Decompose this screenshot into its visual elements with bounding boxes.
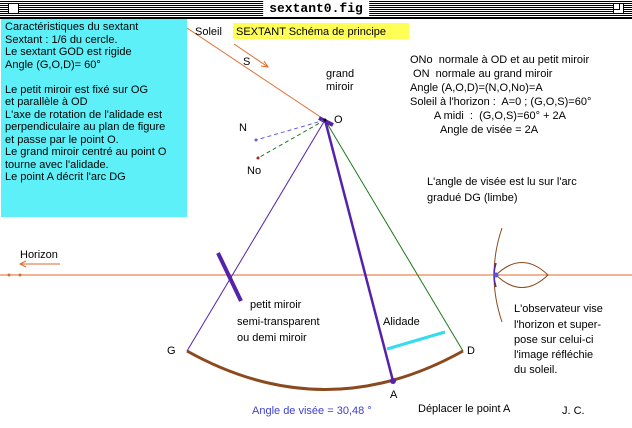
- horizon-point-left[interactable]: [8, 274, 11, 277]
- title-bar[interactable]: [0, 0, 632, 19]
- angle-note-1: L'angle de visée est lu sur l'arc: [427, 176, 577, 188]
- info-line: L'axe de rotation de l'alidade est: [5, 108, 163, 121]
- info-line: tourne avec l'alidade.: [5, 158, 109, 171]
- point-A[interactable]: [390, 378, 396, 384]
- move-hint: Déplacer le point A: [418, 403, 511, 415]
- author: J. C.: [562, 405, 585, 417]
- label-alidade: Alidade: [383, 316, 420, 328]
- label-petit-miroir-1: petit miroir: [250, 299, 302, 311]
- eye-pupil: [494, 273, 499, 278]
- limb-arc: [187, 351, 463, 390]
- close-box[interactable]: [8, 3, 19, 14]
- label-A: A: [390, 389, 398, 401]
- normal-No: [258, 120, 325, 158]
- sun-label: Soleil: [195, 26, 222, 38]
- alidade-scale: [387, 332, 445, 349]
- info-text: [5, 21, 187, 184]
- zoom-box[interactable]: [613, 3, 624, 14]
- label-S: S: [243, 56, 251, 68]
- sun-ray-arrowhead: [261, 61, 268, 67]
- info-line: Caractéristiques du sextant: [5, 21, 139, 33]
- info-line: Angle (G,O,D)= 60°: [5, 58, 101, 71]
- label-petit-miroir-2: semi-transparent: [237, 316, 320, 328]
- label-grand-miroir-1: grand: [326, 68, 355, 80]
- horizon-point-left2[interactable]: [19, 274, 22, 277]
- label-petit-miroir-3: ou demi miroir: [237, 332, 307, 344]
- right-info-line: A midi : (G,O,S)=60° + 2A: [410, 110, 567, 122]
- right-info: [410, 53, 591, 137]
- info-line: et parallèle à OD: [5, 96, 88, 108]
- right-info-line: ON normale au grand miroir: [410, 68, 553, 80]
- info-line: Le petit miroir est fixé sur OG: [5, 83, 149, 96]
- label-O: O: [334, 114, 343, 126]
- info-line: Sextant : 1/6 du cercle.: [5, 33, 118, 46]
- info-line: Le sextant GOD est rigide: [5, 46, 132, 58]
- sun-ray-arrow: [234, 44, 268, 67]
- right-info-line: Soleil à l'horizon : A=0 ; (G,O,S)=60°: [410, 96, 592, 108]
- right-info-line: Angle de visée = 2A: [410, 124, 539, 136]
- info-line: et passe par le point O.: [5, 133, 119, 146]
- label-grand-miroir-2: miroir: [326, 81, 354, 93]
- info-line: perpendiculaire au plan de figure: [5, 121, 166, 133]
- point-O: [324, 119, 327, 122]
- info-line: [5, 71, 187, 84]
- label-G: G: [167, 345, 176, 357]
- label-No: No: [247, 165, 262, 177]
- info-line: Le point A décrit l'arc DG: [5, 171, 126, 183]
- observer-note-2: l'horizon et super-: [514, 319, 602, 331]
- right-info-line: Angle (A,O,D)=(N,O,No)=A: [410, 82, 543, 94]
- window-title: sextant0.fig: [263, 1, 369, 17]
- figure-title: SEXTANT Schéma de principe: [236, 26, 386, 38]
- observer-note-1: L'observateur vise: [514, 303, 603, 315]
- observer-note-4: l'image réfléchie: [514, 349, 594, 361]
- label-horizon: Horizon: [20, 249, 58, 261]
- right-info-line: ONo normale à OD et au petit miroir: [410, 54, 590, 66]
- info-line: Le grand miroir centré au point O: [5, 146, 167, 158]
- point-No: [257, 157, 260, 160]
- angle-note-2: gradué DG (limbe): [427, 192, 518, 204]
- angle-readout: Angle de visée = 30,48 °: [252, 405, 372, 417]
- label-D: D: [467, 345, 475, 357]
- observer-note-5: du soleil.: [514, 364, 558, 376]
- observer-note-3: pose sur celui-ci: [514, 334, 594, 346]
- point-N: [255, 139, 258, 142]
- alidade[interactable]: [325, 120, 393, 381]
- label-N: N: [239, 122, 247, 134]
